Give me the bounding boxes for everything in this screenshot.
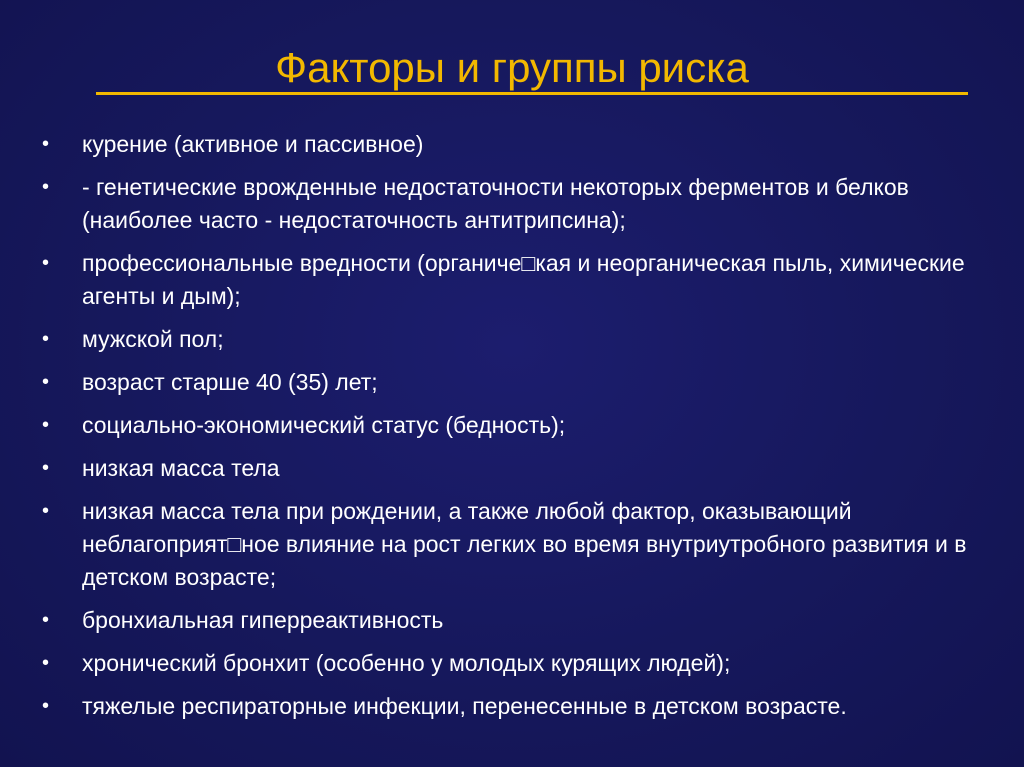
bullet-text: хронический бронхит (особенно у молодых курящих людей); [82,650,731,676]
bullet-item-smoking [42,128,982,161]
bullet-item-chronic-bronchitis [42,647,982,680]
bullet-text: низкая масса тела при рождении, а также любой фактор, оказывающий неблагоприят□ное влияние на рост легких во время внутриутробного развития и в детском возрасте; [82,498,967,590]
bullet-item-male-sex [42,323,982,356]
bullet-item-low-weight [42,452,982,485]
bullet-text: мужской пол; [82,326,224,352]
bullet-dot-icon: • [42,414,50,436]
bullet-dot-icon: • [42,500,50,522]
bullet-item-age [42,366,982,399]
bullet-dot-icon: • [42,609,50,631]
bullet-dot-icon: • [42,371,50,393]
bullet-text: курение (активное и пассивное) [82,131,424,157]
slide-title: Факторы и группы риска [275,44,749,91]
bullet-text: бронхиальная гиперреактивность [82,607,444,633]
bullet-text: возраст старше 40 (35) лет; [82,369,378,395]
bullet-dot-icon: • [42,252,50,274]
bullet-text: низкая масса тела [82,455,280,481]
title-underline [96,92,968,95]
bullet-list [42,128,982,733]
bullet-dot-icon: • [42,328,50,350]
bullet-dot-icon: • [42,457,50,479]
bullet-dot-icon: • [42,652,50,674]
bullet-item-hyperreactivity [42,604,982,637]
bullet-dot-icon: • [42,695,50,717]
bullet-text: профессиональные вредности (органиче□кая и неорганическая пыль, химические агенты и дым); [82,250,965,309]
bullet-text: - генетические врожденные недостаточности некоторых ферментов и белков (наиболее часто - недостаточность антитрипсина); [82,174,909,233]
bullet-dot-icon: • [42,133,50,155]
bullet-item-infections [42,690,982,723]
bullet-text: социально-экономический статус (бедность); [82,412,566,438]
bullet-item-socioeconomic [42,409,982,442]
bullet-dot-icon: • [42,176,50,198]
bullet-item-occupational [42,247,982,313]
bullet-item-genetic [42,171,982,237]
bullet-item-birth-weight [42,495,982,594]
bullet-text: тяжелые респираторные инфекции, перенесенные в детском возрасте. [82,693,847,719]
